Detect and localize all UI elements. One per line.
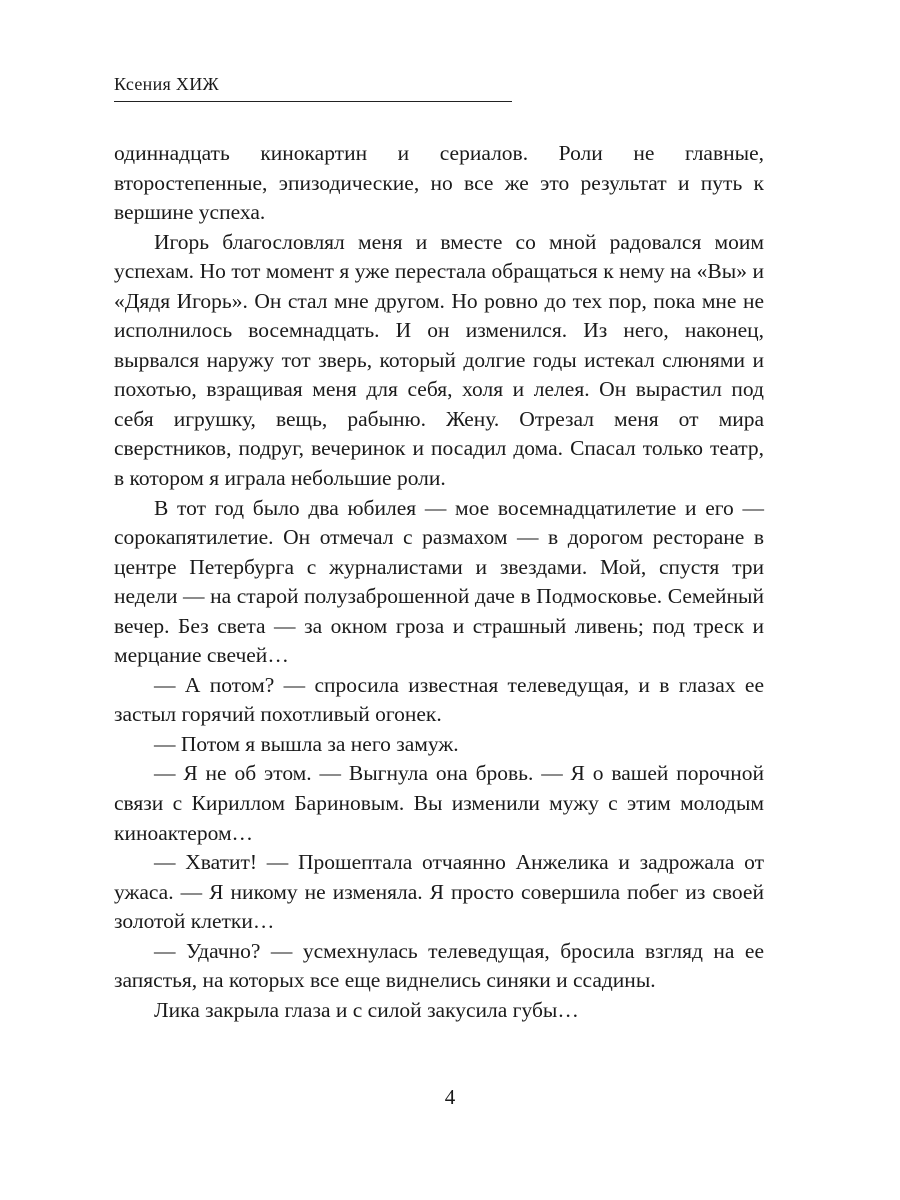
paragraph-4: — А потом? — спросила известная телеведущая, и в глазах ее застыл горячий похотливый огонек. bbox=[114, 672, 764, 727]
paragraph-8: — Удачно? — усмехнулась телеведущая, бросила взгляд на ее запястья, на которых все еще виднелись синяки и ссадины. bbox=[114, 938, 764, 993]
paragraph-2: Игорь благословлял меня и вместе со мной радовался моим успехам. Но тот момент я уже перестала обращаться к нему на «Вы» и «Дядя Игорь». Он стал мне другом. Но ровно до тех пор, пока мне не исполнилось восемнадцать. И он изменился. Из него, наконец, вырвался наружу тот зверь, который долгие годы истекал слюнями и похотью, взращивая меня для себя, холя и лелея. Он вырастил под себя игрушку, вещь, рабыню. Жену. Отрезал меня от мира сверстников, подруг, вечеринок и посадил дома. Спасал только театр, в котором я играла небольшие роли. bbox=[114, 229, 764, 491]
paragraph-1: одиннадцать кинокартин и сериалов. Роли не главные, второстепенные, эпизодические, но все же это результат и путь к вершине успеха. bbox=[114, 141, 764, 225]
header-rule bbox=[114, 101, 512, 102]
paragraph-3: В тот год было два юбилея — мое восемнадцатилетие и его — сорокапятилетие. Он отмечал с размахом — в дорогом ресторане в центре Петербурга с журналистами и звездами. Мой, спустя три недели — на старой полузаброшенной даче в Подмосковье. Семейный вечер. Без света — за окном гроза и страшный ливень; под треск и мерцание свечей… bbox=[114, 495, 764, 668]
paragraph-6: — Я не об этом. — Выгнула она бровь. — Я о вашей порочной связи с Кириллом Бариновым. Вы изменили мужу с этим молодым киноактером… bbox=[114, 761, 764, 845]
running-header-author: Ксения ХИЖ bbox=[114, 74, 219, 94]
page-number: 4 bbox=[444, 1085, 456, 1109]
paragraph-9: Лика закрыла глаза и с силой закусила губы… bbox=[154, 997, 579, 1022]
paragraph-5: — Потом я вышла за него замуж. bbox=[154, 731, 459, 756]
paragraph-7: — Хватит! — Прошептала отчаянно Анжелика и задрожала от ужаса. — Я никому не изменяла. Я просто совершила побег из своей золотой клетки… bbox=[114, 850, 764, 934]
body-text bbox=[114, 139, 764, 1025]
